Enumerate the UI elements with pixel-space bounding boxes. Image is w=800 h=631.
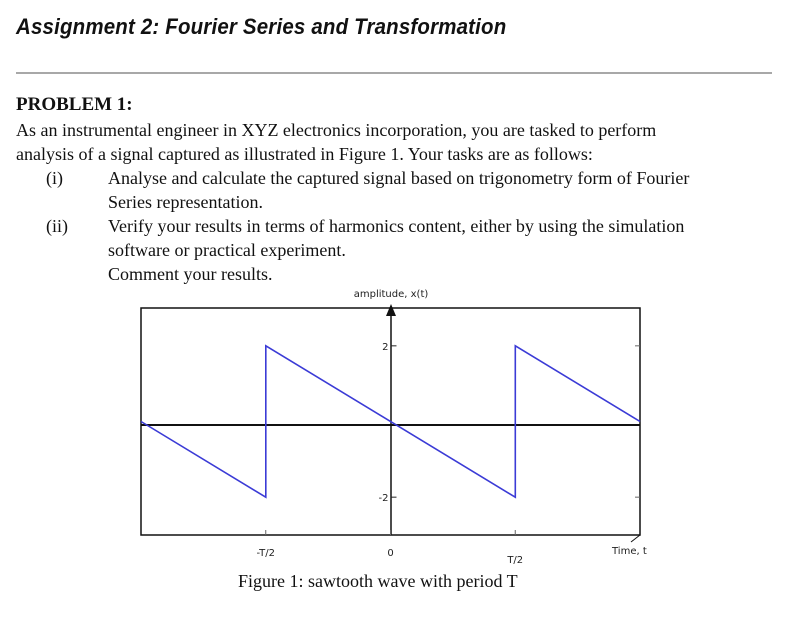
comment-line: Comment your results. (108, 264, 273, 284)
assignment-title: Assignment 2: Fourier Series and Transformation (16, 14, 507, 39)
x-tick-label: 0 (387, 548, 394, 559)
figure-caption: Figure 1: sawtooth wave with period T (238, 571, 518, 591)
y-tick-label: -2 (378, 493, 389, 505)
task-line: Verify your results in terms of harmonics content, either by using the simulation (108, 216, 685, 236)
x-axis-arrow (631, 535, 640, 542)
x-tick-label: T/2 (507, 555, 524, 566)
task-line: software or practical experiment. (108, 240, 346, 260)
task-line: Analyse and calculate the captured signal based on trigonometry form of Fourier (108, 168, 690, 188)
task-line: Series representation. (108, 192, 263, 212)
x-tick-label: -T/2 (256, 548, 276, 559)
x-axis-label: Time, t (612, 546, 647, 557)
intro-line: analysis of a signal captured as illustrated in Figure 1. Your tasks are as follows: (16, 144, 593, 164)
y-axis-arrow (386, 304, 396, 316)
problem-heading: PROBLEM 1: (16, 94, 133, 115)
intro-line: As an instrumental engineer in XYZ electronics incorporation, you are tasked to perform (16, 120, 657, 140)
y-axis-label: amplitude, x(t) (353, 289, 429, 300)
y-tick-label: 2 (382, 341, 389, 353)
task-number: (ii) (46, 216, 68, 236)
task-number: (i) (46, 168, 63, 188)
